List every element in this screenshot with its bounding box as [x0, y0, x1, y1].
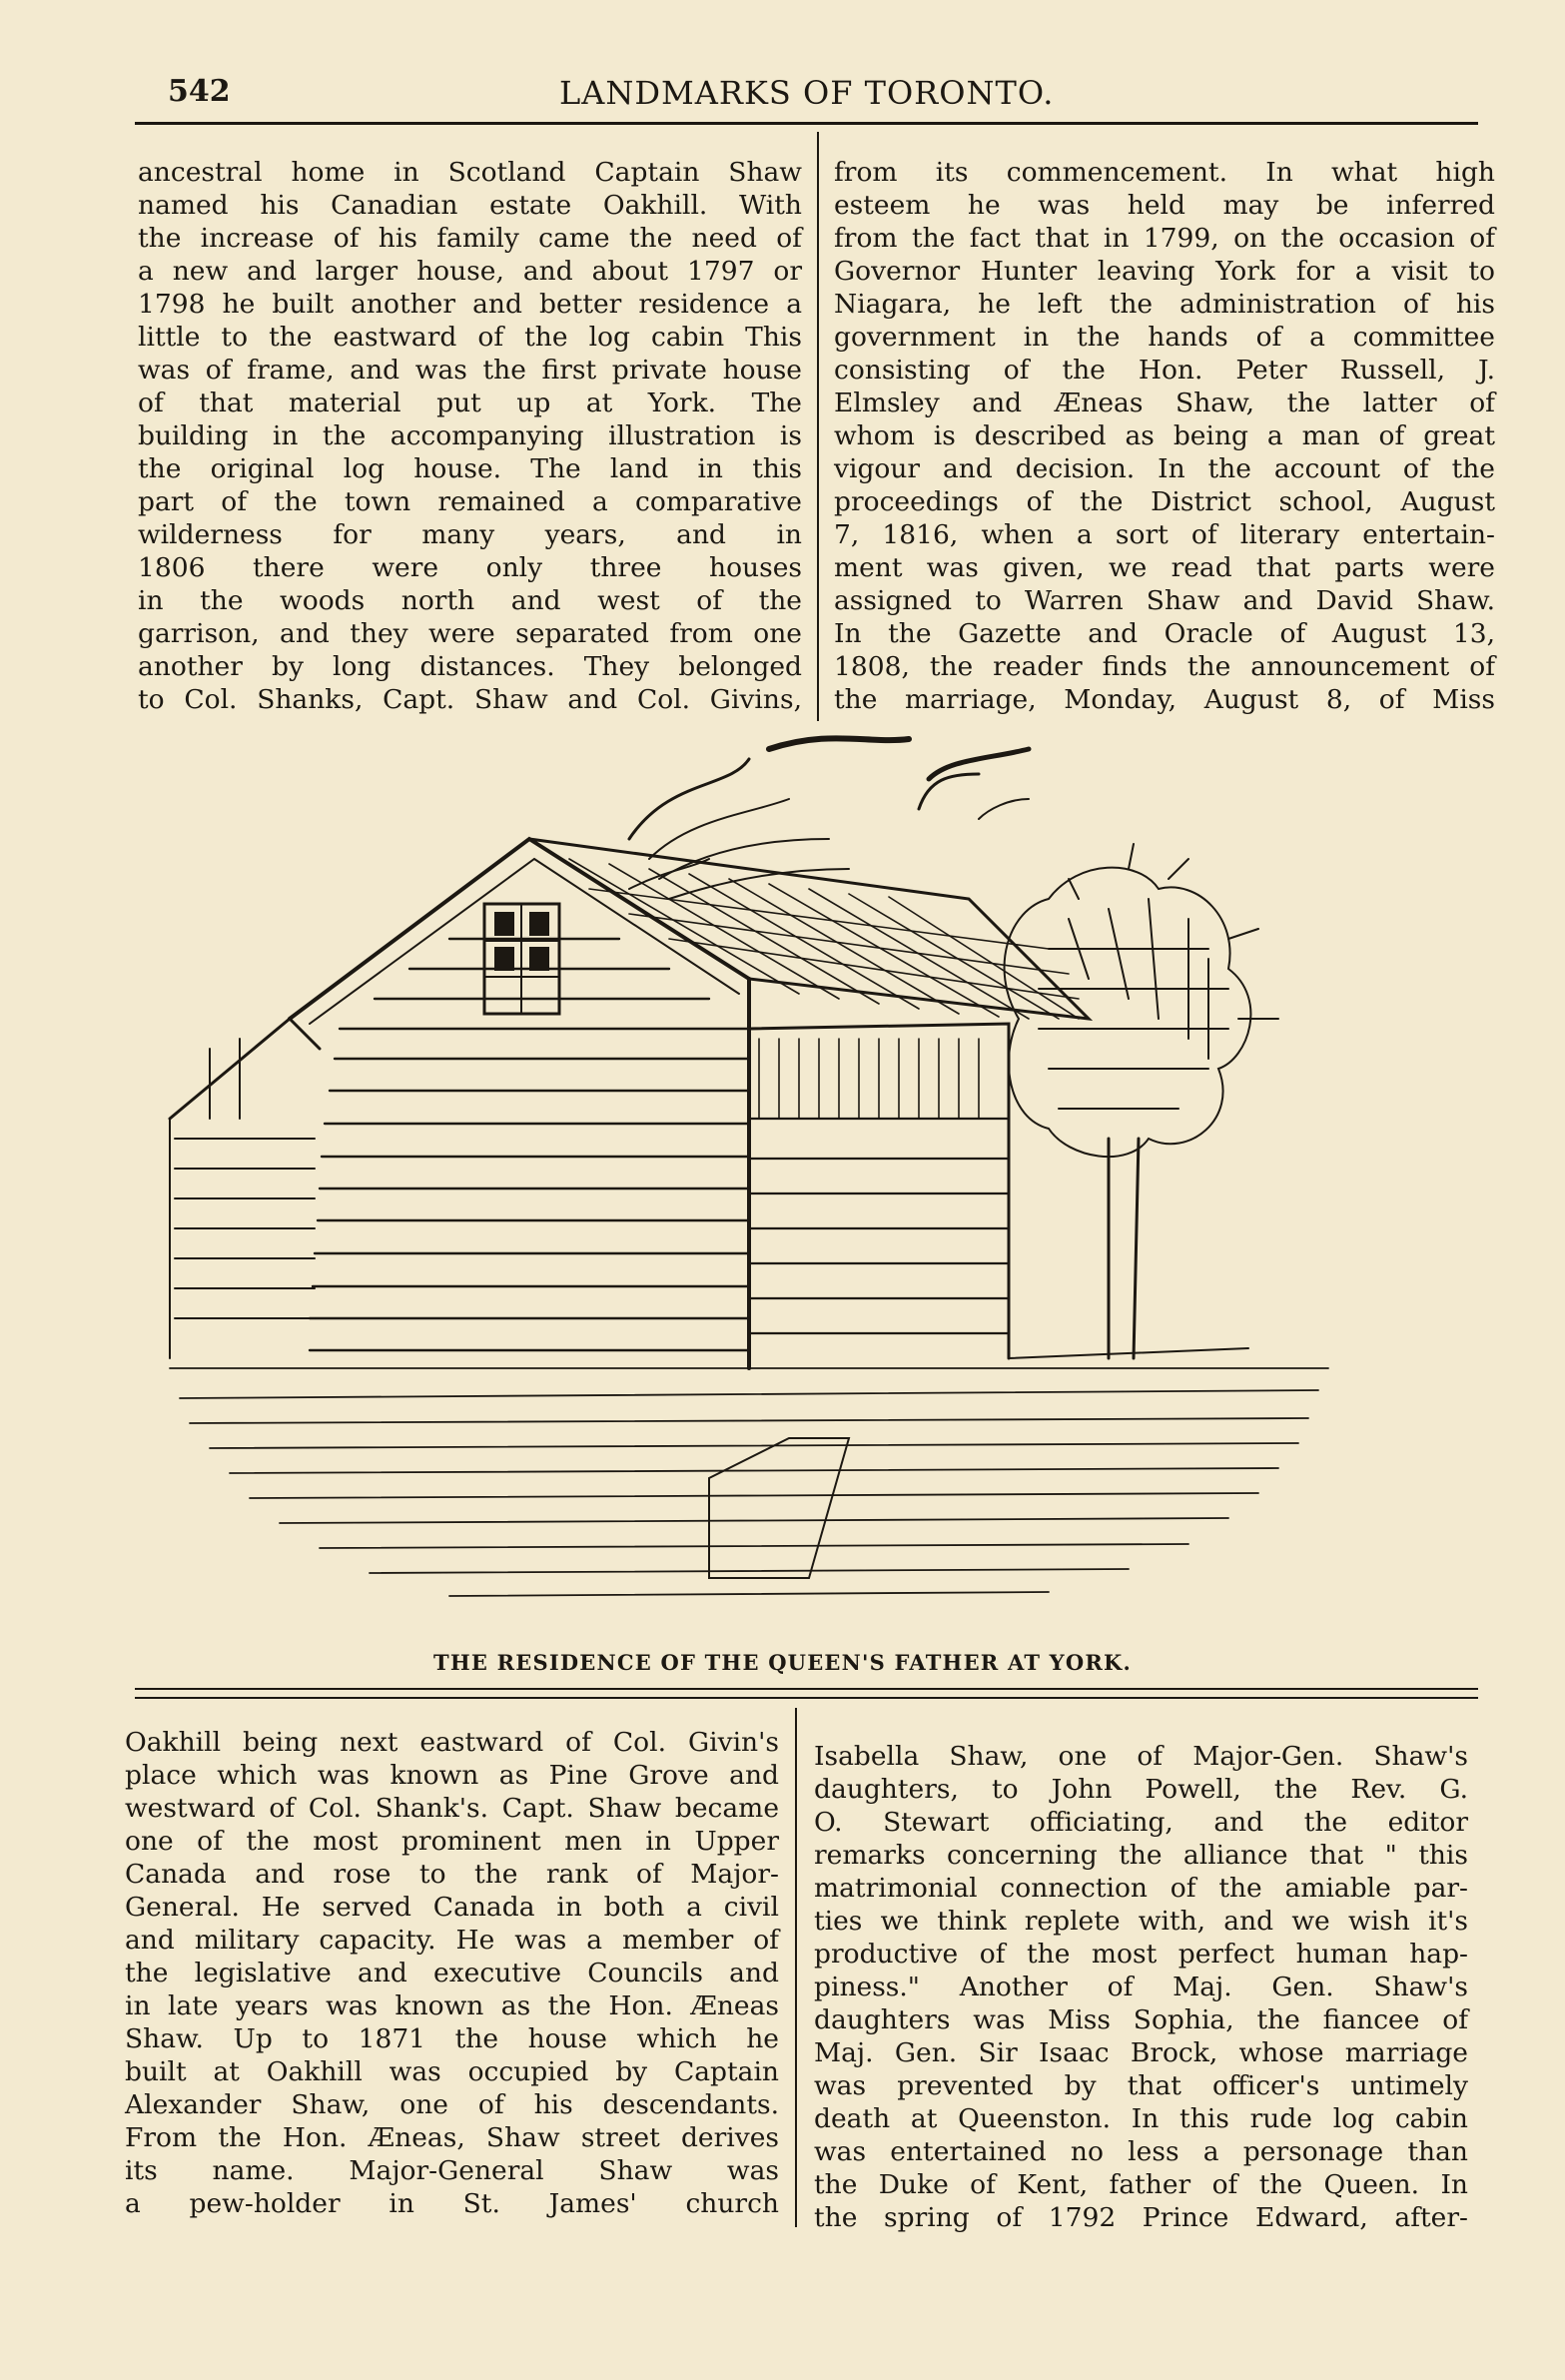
text-line: a new and larger house, and about 1797 or [138, 256, 802, 287]
text-line: and military capacity. He was a member of [125, 1925, 779, 1956]
text-line: its name. Major-General Shaw was [125, 2155, 779, 2186]
text-line: to Col. Shanks, Capt. Shaw and Col. Givins, [138, 684, 802, 715]
text-line: Elmsley and Æneas Shaw, the latter of [834, 388, 1495, 418]
text-line: built at Oakhill was occupied by Captain [125, 2056, 779, 2087]
text-line: whom is described as being a man of great [834, 420, 1495, 451]
text-line: westward of Col. Shank's. Capt. Shaw became [125, 1793, 779, 1824]
text-line: From the Hon. Æneas, Shaw street derives [125, 2122, 779, 2153]
text-line: Oakhill being next eastward of Col. Givin's [125, 1727, 779, 1758]
text-line: from the fact that in 1799, on the occasion of [834, 223, 1495, 254]
bottom-right-column [814, 1740, 1468, 2234]
text-line: government in the hands of a committee [834, 322, 1495, 353]
text-line: Niagara, he left the administration of his [834, 289, 1495, 320]
text-line: Alexander Shaw, one of his descendants. [125, 2089, 779, 2120]
running-title: LANDMARKS OF TORONTO. [559, 74, 1055, 112]
text-line: esteem he was held may be inferred [834, 190, 1495, 221]
page-number: 542 [168, 74, 231, 109]
text-line: another by long distances. They belonged [138, 651, 802, 682]
column-divider [795, 1708, 797, 2227]
text-line: 1806 there were only three houses [138, 552, 802, 583]
text-line: was prevented by that officer's untimely [814, 2070, 1468, 2101]
text-line: productive of the most perfect human hap- [814, 1939, 1468, 1970]
text-line: Governor Hunter leaving York for a visit to [834, 256, 1495, 287]
text-line: a pew-holder in St. James' church [125, 2188, 779, 2219]
text-line: daughters was Miss Sophia, the fiancee of [814, 2004, 1468, 2035]
text-line: the increase of his family came the need of [138, 223, 802, 254]
text-line: part of the town remained a comparative [138, 486, 802, 517]
text-line: remarks concerning the alliance that " this [814, 1840, 1468, 1871]
text-line: the original log house. The land in this [138, 453, 802, 484]
text-line: Shaw. Up to 1871 the house which he [125, 2023, 779, 2054]
text-line: Canada and rose to the rank of Major- [125, 1859, 779, 1890]
text-line: the Duke of Kent, father of the Queen. In [814, 2169, 1468, 2200]
top-right-column [834, 156, 1495, 716]
text-line: of that material put up at York. The [138, 388, 802, 418]
text-line: place which was known as Pine Grove and [125, 1760, 779, 1791]
text-line: matrimonial connection of the amiable par- [814, 1873, 1468, 1904]
text-line: in the woods north and west of the [138, 585, 802, 616]
text-line: ties we think replete with, and we wish it's [814, 1906, 1468, 1937]
text-line: piness." Another of Maj. Gen. Shaw's [814, 1972, 1468, 2002]
log-house-engraving [150, 719, 1358, 1638]
top-left-column [138, 156, 802, 716]
text-line: building in the accompanying illustration is [138, 420, 802, 451]
illustration-caption: THE RESIDENCE OF THE QUEEN'S FATHER AT YORK. [433, 1650, 1132, 1675]
text-line: named his Canadian estate Oakhill. With [138, 190, 802, 221]
header-rule [135, 122, 1478, 125]
text-line: assigned to Warren Shaw and David Shaw. [834, 585, 1495, 616]
text-line: the legislative and executive Councils and [125, 1958, 779, 1988]
text-line: General. He served Canada in both a civil [125, 1892, 779, 1923]
text-line: 1808, the reader finds the announcement of [834, 651, 1495, 682]
text-line: was entertained no less a personage than [814, 2136, 1468, 2167]
text-line: Isabella Shaw, one of Major-Gen. Shaw's [814, 1741, 1468, 1772]
text-line: ment was given, we read that parts were [834, 552, 1495, 583]
text-line: Maj. Gen. Sir Isaac Brock, whose marriage [814, 2037, 1468, 2068]
bottom-left-column [125, 1726, 779, 2220]
text-line: the marriage, Monday, August 8, of Miss [834, 684, 1495, 715]
text-line: wilderness for many years, and in [138, 519, 802, 550]
text-line: was of frame, and was the first private house [138, 355, 802, 386]
text-line: one of the most prominent men in Upper [125, 1826, 779, 1857]
text-line: little to the eastward of the log cabin This [138, 322, 802, 353]
text-line: 1798 he built another and better residence a [138, 289, 802, 320]
caption-rule [135, 1697, 1478, 1699]
text-line: from its commencement. In what high [834, 157, 1495, 188]
text-line: daughters, to John Powell, the Rev. G. [814, 1774, 1468, 1805]
text-line: vigour and decision. In the account of the [834, 453, 1495, 484]
text-line: proceedings of the District school, August [834, 486, 1495, 517]
text-line: the spring of 1792 Prince Edward, after- [814, 2202, 1468, 2233]
text-line: ancestral home in Scotland Captain Shaw [138, 157, 802, 188]
text-line: garrison, and they were separated from one [138, 618, 802, 649]
caption-rule [135, 1688, 1478, 1690]
text-line: consisting of the Hon. Peter Russell, J. [834, 355, 1495, 386]
text-line: In the Gazette and Oracle of August 13, [834, 618, 1495, 649]
text-line: death at Queenston. In this rude log cabin [814, 2103, 1468, 2134]
text-line: in late years was known as the Hon. Æneas [125, 1990, 779, 2021]
text-line: 7, 1816, when a sort of literary entertain- [834, 519, 1495, 550]
text-line: O. Stewart officiating, and the editor [814, 1807, 1468, 1838]
column-divider [817, 132, 819, 721]
